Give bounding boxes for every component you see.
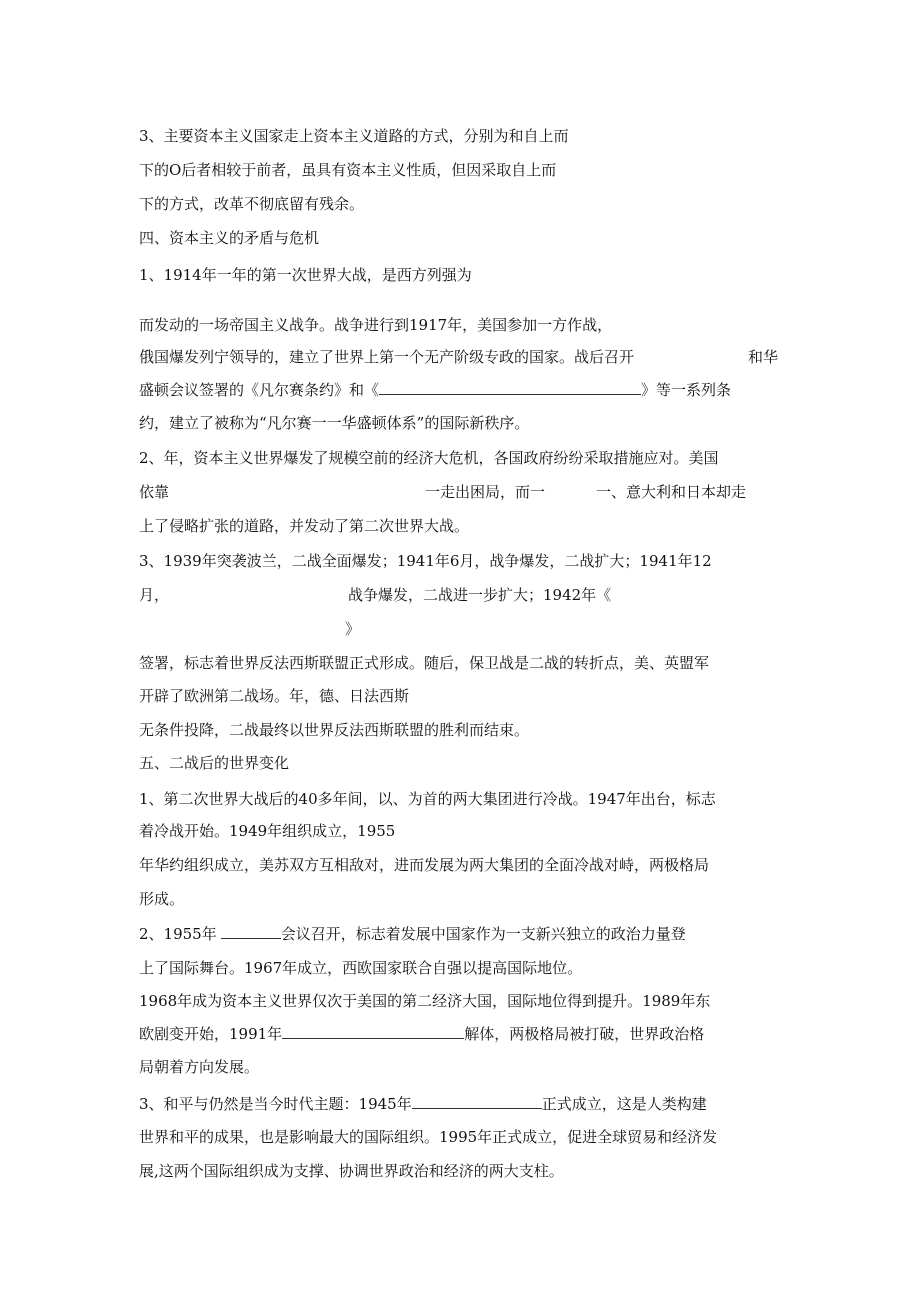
text-line: 3、主要资本主义国家走上资本主义道路的方式，分别为和自上而 — [139, 127, 569, 145]
text-line: 签署，标志着世界反法西斯联盟正式形成。随后，保卫战是二战的转折点，美、英盟军 — [139, 654, 710, 672]
text-line: 欧剧变开始，1991年 解体，两极格局被打破，世界政治格 — [139, 1025, 705, 1043]
text-line: 3、1939年突袭波兰，二战全面爆发；1941年6月，战争爆发，二战扩大；1941年12 — [139, 552, 712, 570]
fill-blank — [221, 923, 281, 939]
text-line: 局朝着方向发展。 — [139, 1058, 260, 1076]
text-line: 无条件投降，二战最终以世界反法西斯联盟的胜利而结束。 — [139, 721, 530, 739]
text-line: 上了国际舞台。1967年成立，西欧国家联合自强以提高国际地位。 — [139, 959, 583, 977]
fill-blank — [282, 1023, 464, 1039]
fill-blank — [412, 1093, 542, 1109]
text-line: 上了侵略扩张的道路，并发动了第二次世界大战。 — [139, 517, 470, 535]
fill-blank — [379, 379, 641, 395]
text-line: 3、和平与仍然是当今时代主题：1945年 正式成立，这是人类构建 — [139, 1095, 707, 1113]
text-line: 约，建立了被称为“凡尔赛一一华盛顿体系”的国际新秩序。 — [139, 414, 530, 432]
text-line: 下的O后者相较于前者，虽具有资本主义性质，但因采取自上而 — [139, 161, 557, 179]
text-fragment: 月， — [139, 586, 170, 604]
text-fragment: 》 — [345, 620, 361, 638]
text-line: 1、1914年一年的第一次世界大战，是西方列强为 — [139, 266, 472, 284]
text-line: 开辟了欧洲第二战场。年，德、日法西斯 — [139, 687, 410, 705]
text-line: 而发动的一场帝国主义战争。战争进行到1917年，美国参加一方作战， — [139, 316, 613, 334]
text-line: 着冷战开始。1949年组织成立，1955 — [139, 822, 396, 840]
section-heading: 四、资本主义的矛盾与危机 — [139, 229, 320, 247]
text-line: 2、1955年 会议召开，标志着发展中国家作为一支新兴独立的政治力量登 — [139, 925, 686, 943]
section-heading: 五、二战后的世界变化 — [139, 754, 290, 772]
text-line: 展,这两个国际组织成为支撑、协调世界政治和经济的两大支柱。 — [139, 1162, 564, 1180]
text-line: 2、年，资本主义世界爆发了规模空前的经济大危机，各国政府纷纷采取措施应对。美国 — [139, 449, 719, 467]
text-line: 盛顿会议签署的《凡尔赛条约》和《 》等一系列条 — [139, 381, 732, 399]
text-line: 1968年成为资本主义世界仅次于美国的第二经济大国，国际地位得到提升。1989年东 — [139, 992, 711, 1010]
text-line: 1、第二次世界大战后的40多年间，以、为首的两大集团进行冷战。1947年出台，标志 — [139, 790, 716, 808]
text-fragment: 依靠 — [139, 483, 170, 501]
text-fragment: 一走出困局，而一 — [425, 483, 546, 501]
text-line: 世界和平的成果，也是影响最大的国际组织。1995年正式成立，促进全球贸易和经济发 — [139, 1128, 718, 1146]
text-line: 形成。 — [139, 890, 185, 908]
text-line: 俄国爆发列宁领导的，建立了世界上第一个无产阶级专政的国家。战后召开 — [139, 348, 635, 366]
text-line: 年华约组织成立，美苏双方互相敌对，进而发展为两大集团的全面冷战对峙，两极格局 — [139, 856, 710, 874]
text-fragment: 战争爆发，二战进一步扩大；1942年《 — [348, 586, 612, 604]
text-fragment: 和华 — [748, 348, 779, 366]
text-line: 下的方式，改革不彻底留有残余。 — [139, 195, 365, 213]
text-fragment: 一、意大利和日本却走 — [596, 483, 747, 501]
